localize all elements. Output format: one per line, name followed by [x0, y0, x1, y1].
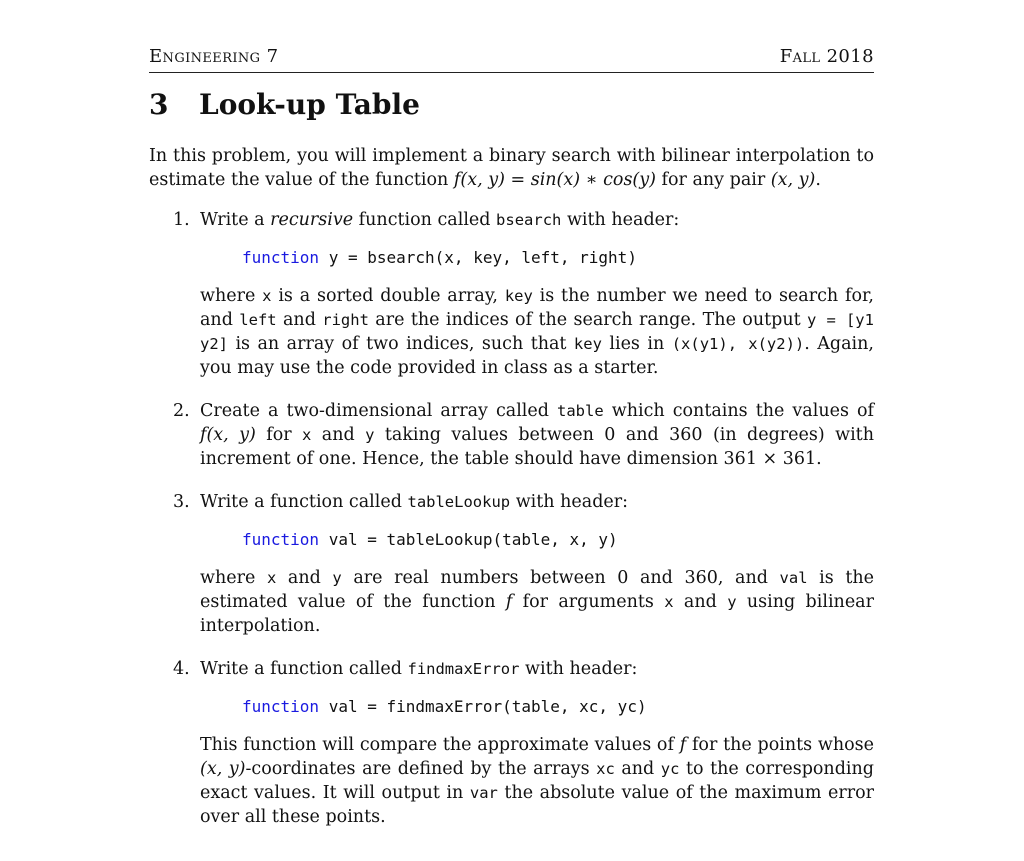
code-keyword: function	[242, 530, 320, 549]
intro-paragraph	[149, 144, 874, 192]
item-number: 4.	[173, 659, 190, 679]
code-keyword: function	[242, 248, 320, 267]
item-number: 2.	[173, 401, 190, 421]
item-text: where x and y are real numbers between 0 and 360, and val is the estimated value of the function f for arguments x and y using bilinear interpolation.	[200, 568, 874, 636]
item-text: where x is a sorted double array, key is the number we need to search for, and left and right are the indices of the search range. The output y = [y1 y2] is an array of two indices, such that key lies in (x(y1), x(y2)). Again, you may use the code provided in class as a starter.	[200, 286, 874, 378]
code-text: val = tableLookup(table, x, y)	[319, 530, 618, 549]
intro-text: .	[815, 170, 821, 190]
code-text: val = findmaxError(table, xc, yc)	[319, 697, 647, 716]
intro-text: for any pair	[655, 170, 771, 190]
list-item	[149, 657, 874, 829]
code-keyword: function	[242, 697, 320, 716]
code-block	[242, 528, 874, 552]
intro-math-function: f(x, y) = sin(x) ∗ cos(y)	[453, 170, 656, 190]
item-number: 1.	[173, 210, 190, 230]
intro-math-pair: (x, y)	[770, 170, 816, 190]
section-heading	[149, 88, 420, 121]
item-text: This function will compare the approximate values of f for the points whose (x, y)-coordinates are defined by the arrays xc and yc to the corresponding exact values. It will output in var the absolute value of the maximum error over all these points.	[200, 735, 874, 827]
item-number: 3.	[173, 492, 190, 512]
item-text: Write a function called tableLookup with header:	[200, 492, 629, 512]
item-text: Write a recursive function called bsearch with header:	[200, 210, 680, 230]
code-block	[242, 695, 874, 719]
running-header	[149, 46, 874, 67]
list-item	[149, 399, 874, 471]
section-number: 3	[149, 88, 169, 121]
section-title: Look-up Table	[199, 88, 420, 121]
list-item	[149, 490, 874, 638]
header-term: Fall 2018	[779, 46, 874, 67]
code-block	[242, 246, 874, 270]
intro-text: In this problem, you will implement a binary search with bilinear interpolation to estimate the value of the function	[149, 146, 874, 190]
list-item	[149, 208, 874, 380]
item-text: Write a function called findmaxError with header:	[200, 659, 638, 679]
header-course: Engineering 7	[149, 46, 279, 67]
task-list	[149, 208, 874, 829]
code-text: y = bsearch(x, key, left, right)	[319, 248, 637, 267]
item-text: Create a two-dimensional array called table which contains the values of f(x, y) for x and y taking values between 0 and 360 (in degrees) with increment of one. Hence, the table should have dimension 361 × 361.	[200, 401, 874, 469]
header-rule	[149, 72, 874, 73]
